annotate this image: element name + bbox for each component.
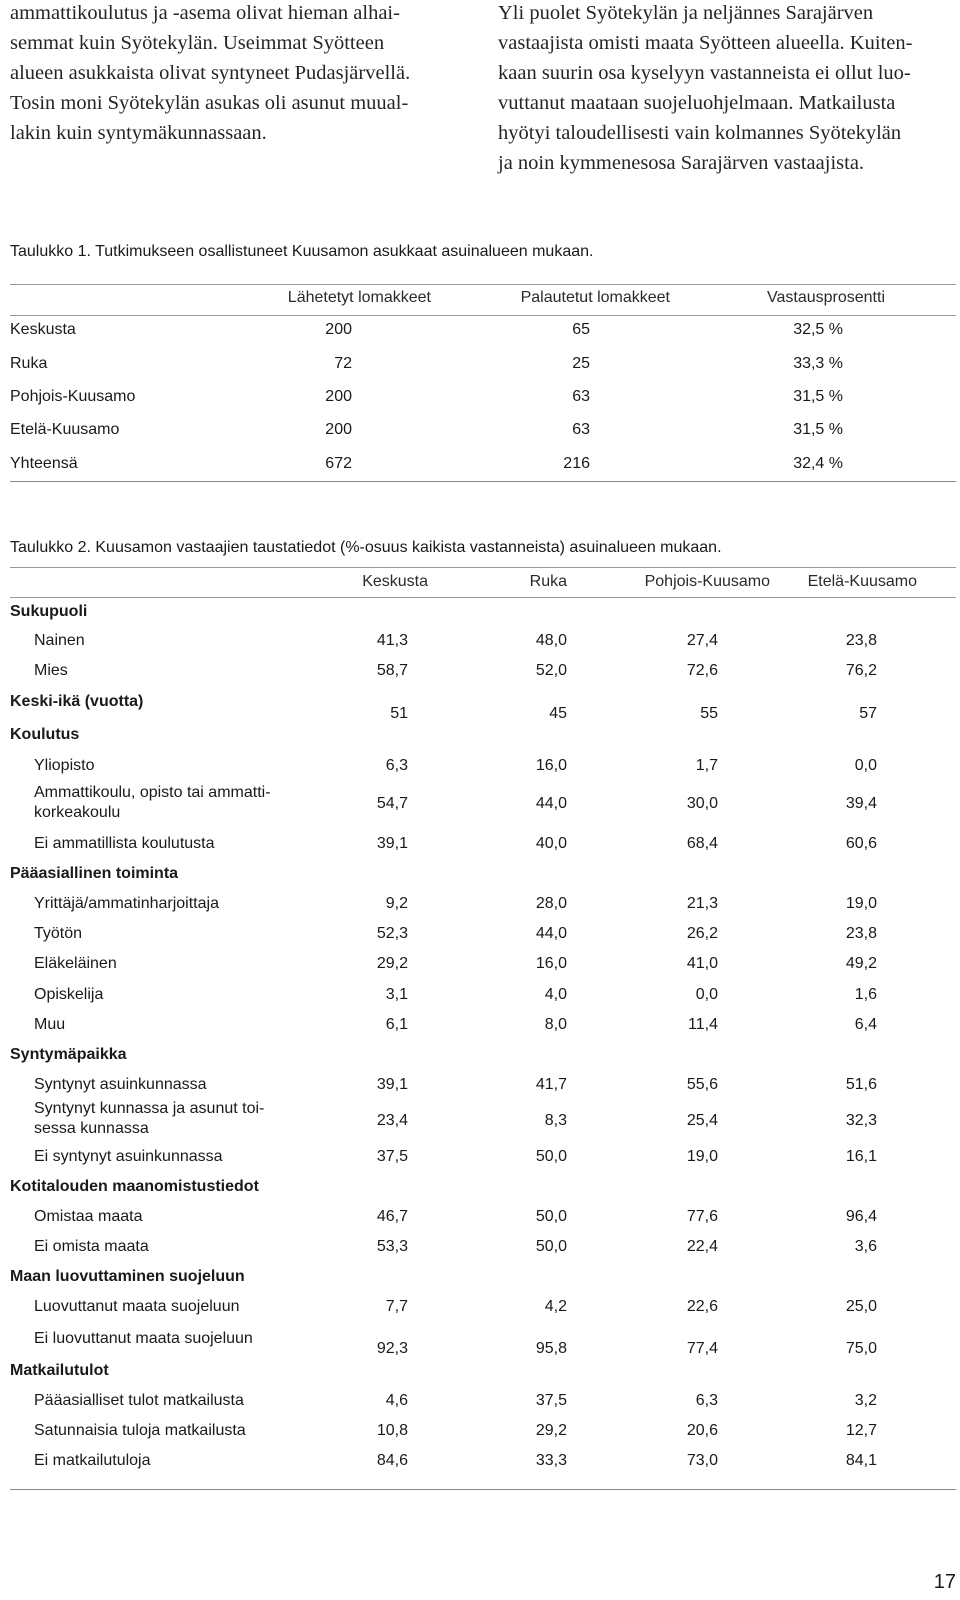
table2-cell: 60,6 bbox=[845, 835, 877, 852]
table2-cell: 54,7 bbox=[376, 795, 408, 812]
table2-cell: 57 bbox=[859, 705, 877, 722]
table2-cell: 4,0 bbox=[544, 986, 567, 1003]
table2-caption: Taulukko 2. Kuusamon vastaajien taustatiedot (%-osuus kaikista vastanneista) asuinalueen mukaan. bbox=[10, 539, 722, 556]
table1-cell: 200 bbox=[325, 321, 352, 338]
table2-cell: 3,6 bbox=[854, 1238, 877, 1255]
table2-cell: 53,3 bbox=[376, 1238, 408, 1255]
table2-group-title: Keski-ikä (vuotta) bbox=[10, 693, 144, 710]
table2-cell: 23,4 bbox=[376, 1112, 408, 1129]
table2-group-title: Matkailutulot bbox=[10, 1362, 109, 1379]
table2-group-title: Pääasiallinen toiminta bbox=[10, 865, 179, 882]
table2-row-label: Omistaa maata bbox=[34, 1208, 143, 1225]
table2-cell: 37,5 bbox=[376, 1148, 408, 1165]
table2-cell: 75,0 bbox=[845, 1340, 877, 1357]
table1-cell: 672 bbox=[325, 455, 352, 472]
table2-cell: 6,1 bbox=[385, 1016, 408, 1033]
table2-cell: 92,3 bbox=[376, 1340, 408, 1357]
table2-cell: 84,6 bbox=[376, 1452, 408, 1469]
table2-cell: 39,1 bbox=[376, 835, 408, 852]
table2-cell: 21,3 bbox=[686, 895, 718, 912]
right-text-column bbox=[498, 0, 958, 178]
table2-cell: 77,6 bbox=[686, 1208, 718, 1225]
table2-row-label: Ei luovuttanut maata suojeluun bbox=[34, 1330, 253, 1347]
table1-header-rule bbox=[10, 315, 956, 316]
table2-row-label: Yliopisto bbox=[34, 757, 95, 774]
text-line: vastaajista omisti maata Syötteen alueella. Kuiten- bbox=[498, 32, 913, 54]
table2-row-label: Ei ammatillista koulutusta bbox=[34, 835, 215, 852]
table2-bottom-rule bbox=[10, 1489, 956, 1490]
table2-cell: 30,0 bbox=[686, 795, 718, 812]
table2-cell: 45 bbox=[549, 705, 567, 722]
table2-cell: 23,8 bbox=[845, 925, 877, 942]
table1-row-label: Ruka bbox=[10, 355, 48, 372]
table2-cell: 16,0 bbox=[535, 757, 567, 774]
table2-group-title: Sukupuoli bbox=[10, 603, 88, 620]
text-line: hyötyi taloudellisesti vain kolmannes Syötekylän bbox=[498, 122, 902, 144]
table2-cell: 68,4 bbox=[686, 835, 718, 852]
table2-cell: 50,0 bbox=[535, 1238, 567, 1255]
table2-cell: 55 bbox=[700, 705, 718, 722]
table1-col-header: Palautetut lomakkeet bbox=[520, 289, 670, 306]
table2-cell: 12,7 bbox=[845, 1422, 877, 1439]
table2-cell: 73,0 bbox=[686, 1452, 718, 1469]
table2-cell: 28,0 bbox=[535, 895, 567, 912]
table2-cell: 55,6 bbox=[686, 1076, 718, 1093]
table2-cell: 37,5 bbox=[535, 1392, 567, 1409]
table2-cell: 6,3 bbox=[695, 1392, 718, 1409]
table1-cell: 72 bbox=[334, 355, 352, 372]
text-line: semmat kuin Syötekylän. Useimmat Syötteen bbox=[10, 32, 385, 54]
table2-cell: 19,0 bbox=[845, 895, 877, 912]
table2-row-label: Yrittäjä/ammatinharjoittaja bbox=[34, 895, 219, 912]
text-line: vuttanut maataan suojeluohjelmaan. Matkailusta bbox=[498, 92, 896, 114]
table2-col-header: Keskusta bbox=[362, 573, 428, 590]
table1-cell: 31,5 % bbox=[793, 388, 843, 405]
table2-group-title: Koulutus bbox=[10, 726, 80, 743]
table2-cell: 3,2 bbox=[854, 1392, 877, 1409]
table2-group-title: Syntymäpaikka bbox=[10, 1046, 127, 1063]
table2-group-title: Maan luovuttaminen suojeluun bbox=[10, 1268, 245, 1285]
table2-cell: 33,3 bbox=[535, 1452, 567, 1469]
table2-group-title: Kotitalouden maanomistustiedot bbox=[10, 1178, 259, 1195]
table2-cell: 32,3 bbox=[845, 1112, 877, 1129]
table2-cell: 77,4 bbox=[686, 1340, 718, 1357]
table2-cell: 4,6 bbox=[385, 1392, 408, 1409]
table2-cell: 39,4 bbox=[845, 795, 877, 812]
text-line: Tosin moni Syötekylän asukas oli asunut muual- bbox=[10, 92, 409, 114]
table2-cell: 29,2 bbox=[376, 955, 408, 972]
table2-row-label: Satunnaisia tuloja matkailusta bbox=[34, 1422, 246, 1439]
table1-cell: 25 bbox=[572, 355, 590, 372]
table2-cell: 1,7 bbox=[695, 757, 718, 774]
table2-row-label: sessa kunnassa bbox=[34, 1120, 149, 1137]
page-number: 17 bbox=[933, 1571, 956, 1593]
table2-cell: 50,0 bbox=[535, 1148, 567, 1165]
table2-row-label: korkeakoulu bbox=[34, 804, 121, 821]
table2-row-label: Syntynyt asuinkunnassa bbox=[34, 1076, 207, 1093]
table2-row-label: Opiskelija bbox=[34, 986, 104, 1003]
table2-cell: 41,3 bbox=[376, 632, 408, 649]
table1-cell: 31,5 % bbox=[793, 421, 843, 438]
table2-row-label: Eläkeläinen bbox=[34, 955, 117, 972]
table2-cell: 4,2 bbox=[544, 1298, 567, 1315]
table2-cell: 40,0 bbox=[535, 835, 567, 852]
table2-cell: 25,0 bbox=[845, 1298, 877, 1315]
table2-cell: 8,3 bbox=[544, 1112, 567, 1129]
table2-cell: 26,2 bbox=[686, 925, 718, 942]
table2-top-rule bbox=[10, 567, 956, 568]
table2-cell: 58,7 bbox=[376, 662, 408, 679]
table2-cell: 29,2 bbox=[535, 1422, 567, 1439]
table2-cell: 52,3 bbox=[376, 925, 408, 942]
table1-bottom-rule bbox=[10, 481, 956, 482]
table2-cell: 96,4 bbox=[845, 1208, 877, 1225]
text-line: kaan suurin osa kyselyyn vastanneista ei ollut luo- bbox=[498, 62, 911, 84]
table2-cell: 46,7 bbox=[376, 1208, 408, 1225]
text-line: Yli puolet Syötekylän ja neljännes Sarajärven bbox=[498, 2, 874, 24]
table2-cell: 22,4 bbox=[686, 1238, 718, 1255]
table1-cell: 63 bbox=[572, 421, 590, 438]
table2-cell: 22,6 bbox=[686, 1298, 718, 1315]
table1-caption: Taulukko 1. Tutkimukseen osallistuneet Kuusamon asukkaat asuinalueen mukaan. bbox=[10, 243, 594, 260]
table2-cell: 0,0 bbox=[695, 986, 718, 1003]
table1-cell: 32,5 % bbox=[793, 321, 843, 338]
table2-cell: 10,8 bbox=[376, 1422, 408, 1439]
table1-cell: 32,4 % bbox=[793, 455, 843, 472]
table2-row-label: Ammattikoulu, opisto tai ammatti- bbox=[34, 784, 271, 801]
table2-cell: 6,4 bbox=[854, 1016, 877, 1033]
table2-cell: 1,6 bbox=[854, 986, 877, 1003]
table1-cell: 200 bbox=[325, 388, 352, 405]
table2-col-header: Ruka bbox=[529, 573, 567, 590]
table2-cell: 41,7 bbox=[535, 1076, 567, 1093]
table2-cell: 6,3 bbox=[385, 757, 408, 774]
table2-cell: 49,2 bbox=[845, 955, 877, 972]
table2-row-label: Mies bbox=[34, 662, 68, 679]
table2-cell: 16,0 bbox=[535, 955, 567, 972]
table2-cell: 41,0 bbox=[686, 955, 718, 972]
table1-row-label: Keskusta bbox=[10, 321, 76, 338]
text-line: alueen asukkaista olivat syntyneet Pudasjärvellä. bbox=[10, 62, 411, 84]
table1-cell: 65 bbox=[572, 321, 590, 338]
table1-row-label: Yhteensä bbox=[10, 455, 78, 472]
table2-header-rule bbox=[10, 597, 956, 598]
table2-cell: 52,0 bbox=[535, 662, 567, 679]
table1-col-header: Lähetetyt lomakkeet bbox=[287, 289, 431, 306]
table2-cell: 95,8 bbox=[535, 1340, 567, 1357]
table2-row-label: Luovuttanut maata suojeluun bbox=[34, 1298, 240, 1315]
table2-cell: 44,0 bbox=[535, 925, 567, 942]
table2-cell: 48,0 bbox=[535, 632, 567, 649]
table2-cell: 8,0 bbox=[544, 1016, 567, 1033]
table2-row-label: Ei matkailutuloja bbox=[34, 1452, 151, 1469]
text-line: ja noin kymmenesosa Sarajärven vastaajista. bbox=[498, 152, 865, 174]
table1-cell: 63 bbox=[572, 388, 590, 405]
text-line: lakin kuin syntymäkunnassaan. bbox=[10, 122, 267, 144]
table2-cell: 50,0 bbox=[535, 1208, 567, 1225]
table2-cell: 72,6 bbox=[686, 662, 718, 679]
table2-cell: 76,2 bbox=[845, 662, 877, 679]
table2-row-label: Pääasialliset tulot matkailusta bbox=[34, 1392, 244, 1409]
table2-cell: 20,6 bbox=[686, 1422, 718, 1439]
table2-cell: 11,4 bbox=[688, 1016, 718, 1033]
table2-cell: 27,4 bbox=[686, 632, 718, 649]
table2-cell: 0,0 bbox=[854, 757, 877, 774]
table1-row-label: Pohjois-Kuusamo bbox=[10, 388, 136, 405]
table1-row-label: Etelä-Kuusamo bbox=[10, 421, 120, 438]
table2-cell: 23,8 bbox=[845, 632, 877, 649]
table2-cell: 51,6 bbox=[845, 1076, 877, 1093]
table1-cell: 216 bbox=[563, 455, 590, 472]
table2-row-label: Ei omista maata bbox=[34, 1238, 149, 1255]
table2-col-header: Pohjois-Kuusamo bbox=[644, 573, 770, 590]
table2-cell: 39,1 bbox=[376, 1076, 408, 1093]
table2-row-label: Muu bbox=[34, 1016, 66, 1033]
table2-row-label: Ei syntynyt asuinkunnassa bbox=[34, 1148, 223, 1165]
text-line: ammattikoulutus ja -asema olivat hieman alhai- bbox=[10, 2, 400, 24]
table2-cell: 19,0 bbox=[686, 1148, 718, 1165]
table2-cell: 51 bbox=[390, 705, 408, 722]
table1-col-header: Vastausprosentti bbox=[767, 289, 885, 306]
table2-cell: 44,0 bbox=[535, 795, 567, 812]
table2-row-label: Työtön bbox=[34, 925, 83, 942]
table2-row-label: Nainen bbox=[34, 632, 85, 649]
table2-cell: 7,7 bbox=[385, 1298, 408, 1315]
table2-cell: 9,2 bbox=[385, 895, 408, 912]
table2-col-header: Etelä-Kuusamo bbox=[807, 573, 917, 590]
left-text-column bbox=[10, 0, 460, 148]
table2-row-label: Syntynyt kunnassa ja asunut toi- bbox=[34, 1100, 265, 1117]
table2-cell: 25,4 bbox=[686, 1112, 718, 1129]
table2-cell: 3,1 bbox=[385, 986, 408, 1003]
table2-cell: 84,1 bbox=[845, 1452, 877, 1469]
table2-cell: 16,1 bbox=[845, 1148, 877, 1165]
table1-top-rule bbox=[10, 284, 956, 285]
table1-cell: 200 bbox=[325, 421, 352, 438]
table1-cell: 33,3 % bbox=[793, 355, 843, 372]
